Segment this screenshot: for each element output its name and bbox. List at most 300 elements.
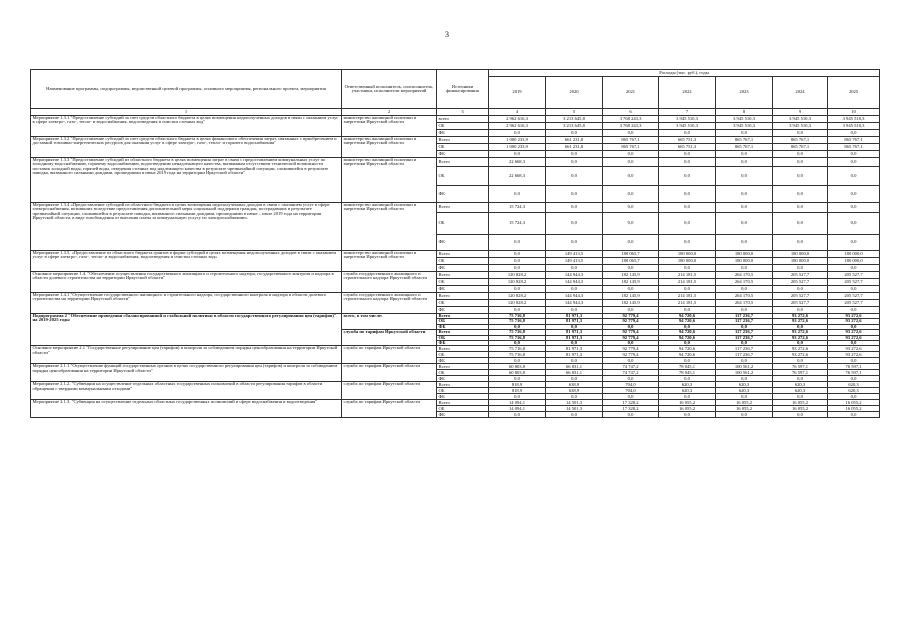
expense-value: 0,0: [773, 394, 828, 400]
expense-value: 14 094,1: [489, 400, 546, 406]
expense-value: 0,0: [489, 412, 546, 418]
funding-source: Всего: [437, 272, 489, 279]
expense-value: 180 000,0: [828, 258, 880, 265]
expense-value: 0,0: [659, 376, 716, 382]
expense-value: 0,0: [659, 235, 716, 251]
expense-value: 205 527,7: [828, 272, 880, 279]
funding-source: ОБ: [437, 300, 489, 307]
expense-value: 0,0: [659, 358, 716, 364]
expense-value: 0,0: [716, 324, 773, 329]
expense-value: 75 716,8: [489, 352, 546, 358]
expense-value: 0,0: [716, 286, 773, 293]
expense-value: 0,0: [603, 203, 659, 213]
expense-value: 0,0: [603, 235, 659, 251]
expense-value: 3 213 645,8: [546, 116, 603, 123]
expense-value: 92 779,4: [603, 330, 659, 335]
expense-value: 0,0: [603, 394, 659, 400]
expense-value: 22 668,3: [489, 158, 546, 167]
expense-value: 76 597,1: [828, 370, 880, 376]
expense-value: 620,3: [716, 388, 773, 394]
header-expenses: Расходы (тыс. руб.), годы: [489, 70, 880, 77]
expense-value: 149 413,5: [546, 251, 603, 258]
expense-value: 0,0: [489, 324, 546, 329]
expense-value: 0,0: [603, 376, 659, 382]
expense-value: 0,0: [489, 286, 546, 293]
expense-value: 75 716,8: [489, 314, 546, 319]
expense-value: 81 971,3: [546, 314, 603, 319]
expense-value: 0,0: [773, 213, 828, 235]
funding-source: Всего: [437, 330, 489, 335]
responsible-executor: служба по тарифам Иркутской области: [342, 330, 437, 346]
expense-value: 94 720,6: [659, 330, 716, 335]
expense-value: 0,0: [716, 203, 773, 213]
expense-value: 0,0: [828, 376, 880, 382]
subprogram-name: Подпрограмма 2 "Обеспечение проведения сбалансированной и стабильной политики в области государственного регулирования цен (тарифов)" на 2019-2025 годы: [31, 314, 342, 346]
table-row: [31, 203, 880, 213]
expense-value: 0,0: [716, 213, 773, 235]
funding-source: ФБ: [437, 341, 489, 346]
expense-value: 74 747,2: [603, 364, 659, 370]
expense-value: 1 000 233,9: [489, 144, 546, 151]
expense-value: 92 779,4: [603, 314, 659, 319]
funding-source: ФБ: [437, 235, 489, 251]
expense-value: 865 767,1: [773, 137, 828, 144]
expense-value: 180 000,0: [716, 251, 773, 258]
expense-value: 76 597,1: [773, 370, 828, 376]
expense-value: 3 945 510,3: [828, 123, 880, 130]
funding-source: ФБ: [437, 412, 489, 418]
expense-value: 0,0: [659, 167, 716, 186]
expense-value: 0,0: [659, 286, 716, 293]
column-number: 4: [489, 109, 546, 116]
expense-value: 620,3: [716, 382, 773, 388]
expense-value: 0,0: [603, 358, 659, 364]
expense-value: 205 527,7: [828, 293, 880, 300]
funding-source: Всего: [437, 158, 489, 167]
expense-value: 120 828,2: [489, 293, 546, 300]
expense-value: 0,0: [659, 151, 716, 158]
expense-value: 78 045,1: [659, 364, 716, 370]
expense-value: 3 945 510,3: [716, 116, 773, 123]
expense-value: 0,0: [773, 341, 828, 346]
expense-value: 264 170,5: [716, 300, 773, 307]
expense-value: 60 803,8: [489, 370, 546, 376]
expense-value: 0,0: [773, 158, 828, 167]
expense-value: 205 527,7: [773, 293, 828, 300]
funding-source: Всего: [437, 364, 489, 370]
expense-value: 93 272,6: [828, 314, 880, 319]
expense-value: 0,0: [773, 286, 828, 293]
expense-value: 0,0: [489, 235, 546, 251]
expense-value: 865 767,1: [828, 144, 880, 151]
expense-value: 0,0: [659, 213, 716, 235]
expense-value: 205 527,7: [773, 272, 828, 279]
expense-value: 92 779,4: [603, 346, 659, 352]
expense-value: 94 720,6: [659, 346, 716, 352]
expense-value: 16 055,2: [716, 406, 773, 412]
expense-value: 92 779,4: [603, 319, 659, 324]
expense-value: 661 231,8: [546, 144, 603, 151]
expense-value: 3 945 510,3: [828, 116, 880, 123]
expense-value: 180 065,7: [603, 251, 659, 258]
expense-value: 0,0: [773, 235, 828, 251]
expense-value: 0,0: [716, 376, 773, 382]
expense-value: 214 181,5: [659, 293, 716, 300]
funding-source: ОБ: [437, 335, 489, 340]
expense-value: 3 945 510,3: [659, 123, 716, 130]
expense-value: 0,0: [828, 324, 880, 329]
expense-value: 94 720,6: [659, 352, 716, 358]
funding-source: Всего: [437, 314, 489, 319]
funding-source: ОБ: [437, 352, 489, 358]
expense-value: 264 170,5: [716, 293, 773, 300]
expense-value: 22 668,3: [489, 167, 546, 186]
funding-source: Всего: [437, 251, 489, 258]
column-number: 10: [828, 109, 880, 116]
funding-source: Всего: [437, 293, 489, 300]
expense-value: 0,0: [546, 186, 603, 203]
expense-value: 0,0: [828, 130, 880, 137]
program-item-name: Мероприятие 1.3.1 "Предоставление субсидий за счет средств областного бюджета в целях возмещения недополученных доходов в связи с оказанием услуг в сфере электро-, газо-, тепло- и водоснабжения, водоотведения и очистки сточных вод": [31, 116, 342, 137]
expense-value: 81 971,3: [546, 319, 603, 324]
expense-value: 3 945 510,3: [773, 116, 828, 123]
expense-value: 180 000,0: [716, 258, 773, 265]
expense-value: 0,0: [603, 186, 659, 203]
program-item-name: Мероприятие 1.3.2 "Предоставление субсидий за счет средств областного бюджета в целях финансового обеспечения затрат, связанных с приобретением и доставкой топливно-энергетических ресурсов для оказания услуг в сфере электро-, газо-, тепло- и горячего водоснабжения": [31, 137, 342, 158]
expense-value: 0,0: [828, 265, 880, 272]
expense-value: 0,0: [659, 412, 716, 418]
expense-value: 75 716,8: [489, 346, 546, 352]
responsible-executor: служба по тарифам Иркутской области: [342, 364, 437, 382]
expense-value: 0,0: [489, 376, 546, 382]
expense-value: 144 944,3: [546, 279, 603, 286]
program-item-name: Основное мероприятие 1.4. "Обеспечение осуществления государственного жилищного и строительного надзора, государственного контроля и надзора в области долевого строительства на территории Иркутской области": [31, 272, 342, 293]
program-item-name: Мероприятие 1.4.1 "Осуществление государственного жилищного и строительного надзора, государственного контроля и надзора в области долевого строительства на территории Иркутской области": [31, 293, 342, 314]
expense-value: 0,0: [603, 158, 659, 167]
expense-value: 17 328,2: [603, 400, 659, 406]
header-year: 2020: [546, 77, 603, 109]
expense-value: 0,0: [828, 158, 880, 167]
expense-value: 0,0: [773, 151, 828, 158]
expense-value: 0,0: [716, 158, 773, 167]
expense-value: 0,0: [546, 376, 603, 382]
funding-source: Всего: [437, 382, 489, 388]
expense-value: 214 181,5: [659, 300, 716, 307]
expense-value: 0,0: [603, 130, 659, 137]
expense-value: 0,0: [603, 412, 659, 418]
expense-value: 0,0: [828, 286, 880, 293]
expense-value: 81 971,3: [546, 346, 603, 352]
program-item-name: Мероприятие 2.1.3. "Субвенция на осуществление отдельных областных государственных полномочий в сфере водоснабжения и водоотведения": [31, 400, 342, 418]
expense-value: 0,0: [716, 307, 773, 314]
expense-value: 704,0: [603, 382, 659, 388]
column-number: 7: [659, 109, 716, 116]
expense-value: 0,0: [659, 158, 716, 167]
expense-value: 0,0: [659, 186, 716, 203]
expense-value: 214 181,5: [659, 272, 716, 279]
expense-value: 0,0: [716, 130, 773, 137]
expense-value: 120 828,2: [489, 300, 546, 307]
expense-value: 0,0: [546, 324, 603, 329]
expense-value: 0,0: [546, 358, 603, 364]
program-item-name: Мероприятие 2.1.1."Осуществление функций государственных органов в целях государственного регулирования цен (тарифов) и контроля за соблюдением порядка ценообразования на территории Иркутской области": [31, 364, 342, 382]
expense-value: 818,9: [489, 382, 546, 388]
funding-source: ОБ: [437, 319, 489, 324]
expense-value: 76 597,1: [828, 364, 880, 370]
column-number: 3: [437, 109, 489, 116]
expense-value: 16 055,2: [659, 400, 716, 406]
expense-value: 0,0: [489, 251, 546, 258]
expense-value: 3 945 510,3: [659, 116, 716, 123]
responsible-executor: министерство жилищной политики и энергетики Иркутской области: [342, 251, 437, 272]
expense-value: 75 716,8: [489, 330, 546, 335]
funding-source: ОБ: [437, 388, 489, 394]
header-year: 2022: [659, 77, 716, 109]
expense-value: 2 962 616,3: [489, 116, 546, 123]
funding-source: ОБ: [437, 279, 489, 286]
expense-value: 0,0: [546, 286, 603, 293]
expense-value: 81 971,3: [546, 352, 603, 358]
expense-value: 14 501,3: [546, 406, 603, 412]
expense-value: 100 561,2: [716, 364, 773, 370]
expense-value: 0,0: [773, 130, 828, 137]
expense-value: 14 094,1: [489, 406, 546, 412]
expense-value: 0,0: [773, 186, 828, 203]
expense-value: 94 720,6: [659, 319, 716, 324]
expense-value: 81 971,3: [546, 335, 603, 340]
expense-value: 0,0: [773, 265, 828, 272]
expense-value: 0,0: [828, 167, 880, 186]
expense-value: 620,3: [828, 388, 880, 394]
program-item-name: Мероприятие 1.3.3 "Предоставление субсидий из областного бюджета в целях возмещения затрат в связи с предоставлением коммунальных услуг по холодному водоснабжению, горячему водоснабжению, водоотведению ненадлежащего качества, вызванным отсутствием технической возможности поставок холодной воды, горячей воды, отведения сточных вод надлежащего качества в результате чрезвычайной ситуации, сложившейся в результате паводка, вызванного сильными дождями, прошедшими в июне 2019 года на территории Иркутской области": [31, 158, 342, 203]
responsible-executor: всего, в том числе:: [342, 314, 437, 330]
expense-value: 818,9: [489, 388, 546, 394]
expense-value: 16 055,2: [828, 406, 880, 412]
expense-value: 180 000,0: [659, 251, 716, 258]
table-row: [31, 137, 880, 144]
expense-value: 180 000,0: [773, 251, 828, 258]
expense-value: 0,0: [716, 358, 773, 364]
expense-value: 0,0: [546, 307, 603, 314]
expense-value: 120 828,2: [489, 272, 546, 279]
expense-value: 0,0: [659, 307, 716, 314]
expense-value: 865 767,1: [773, 144, 828, 151]
expense-value: 0,0: [828, 203, 880, 213]
expense-value: 144 944,3: [546, 272, 603, 279]
program-item-name: Основное мероприятие 2.1 "Государственное регулирование цен (тарифов) и контроля за соблюдением порядка ценообразования на территории Иркутской области": [31, 346, 342, 364]
funding-source: ФБ: [437, 324, 489, 329]
funding-source: Всего: [437, 346, 489, 352]
funding-source: Всего: [437, 400, 489, 406]
header-year: 2025: [828, 77, 880, 109]
expense-value: 75 716,8: [489, 335, 546, 340]
expense-value: 78 045,1: [659, 370, 716, 376]
expense-value: 665 751,3: [659, 137, 716, 144]
funding-source: ФБ: [437, 358, 489, 364]
expense-value: 264 170,5: [716, 279, 773, 286]
expense-value: 60 803,8: [489, 364, 546, 370]
funding-source: ФБ: [437, 151, 489, 158]
table-row: [31, 293, 880, 300]
expense-value: 16 055,2: [716, 400, 773, 406]
header-executor: Ответственный исполнитель, соисполнитель, участники, исполнители мероприятий: [342, 70, 437, 109]
expense-value: 0,0: [716, 151, 773, 158]
expense-value: 0,0: [716, 412, 773, 418]
expense-value: 0,0: [603, 167, 659, 186]
expense-value: 15 724,3: [489, 213, 546, 235]
expense-value: 16 055,2: [828, 400, 880, 406]
header-source: Источники финансирования: [437, 70, 489, 109]
expense-value: 865 767,1: [603, 144, 659, 151]
expense-value: 3 213 645,8: [546, 123, 603, 130]
expense-value: 0,0: [828, 186, 880, 203]
expense-value: 620,3: [659, 388, 716, 394]
expense-value: 865 767,1: [603, 137, 659, 144]
expense-value: 93 272,6: [828, 319, 880, 324]
expense-value: 0,0: [716, 186, 773, 203]
expense-value: 180 000,0: [659, 258, 716, 265]
expense-value: 0,0: [659, 265, 716, 272]
expense-value: 0,0: [828, 394, 880, 400]
page-number: 3: [445, 30, 449, 39]
expense-value: 638,9: [546, 388, 603, 394]
header-year: 2024: [773, 77, 828, 109]
funding-source: ФБ: [437, 130, 489, 137]
responsible-executor: служба государственного жилищного и строительного надзора Иркутской области: [342, 293, 437, 314]
funding-source: ОБ: [437, 123, 489, 130]
expense-value: 0,0: [659, 203, 716, 213]
expense-value: 94 720,6: [659, 335, 716, 340]
expense-value: 0,0: [828, 213, 880, 235]
expense-value: 0,0: [546, 167, 603, 186]
expense-value: 264 170,5: [716, 272, 773, 279]
expense-value: 93 272,6: [773, 314, 828, 319]
expense-value: 704,0: [603, 388, 659, 394]
funding-source: ФБ: [437, 394, 489, 400]
expense-value: 117 236,7: [716, 330, 773, 335]
expense-value: 638,9: [546, 382, 603, 388]
funding-source: ФБ: [437, 307, 489, 314]
expense-value: 93 272,6: [773, 352, 828, 358]
column-number: 9: [773, 109, 828, 116]
expense-value: 117 236,7: [716, 352, 773, 358]
expense-value: 0,0: [489, 186, 546, 203]
expense-value: 0,0: [659, 324, 716, 329]
funding-source: всего: [437, 116, 489, 123]
expense-value: 117 236,7: [716, 346, 773, 352]
expense-value: 0,0: [546, 235, 603, 251]
expense-value: 620,3: [773, 382, 828, 388]
expense-value: 74 747,2: [603, 370, 659, 376]
header-year: 2021: [603, 77, 659, 109]
expense-value: 0,0: [546, 151, 603, 158]
responsible-executor: служба по тарифам Иркутской области: [342, 400, 437, 418]
expense-value: 93 272,6: [773, 330, 828, 335]
expense-value: 0,0: [773, 412, 828, 418]
expense-value: 180 000,0: [828, 251, 880, 258]
expense-value: 0,0: [659, 130, 716, 137]
funding-source: Всего: [437, 203, 489, 213]
table-row: [31, 158, 880, 167]
expense-value: 93 272,6: [773, 335, 828, 340]
expense-value: 75 716,8: [489, 319, 546, 324]
expense-value: 0,0: [773, 167, 828, 186]
expense-value: 0,0: [716, 341, 773, 346]
expense-value: 0,0: [546, 158, 603, 167]
expense-value: 205 527,7: [773, 279, 828, 286]
expense-value: 0,0: [828, 307, 880, 314]
expense-value: 0,0: [546, 203, 603, 213]
table-row: [31, 272, 880, 279]
expense-value: 0,0: [773, 376, 828, 382]
funding-source: ОБ: [437, 258, 489, 265]
expense-value: 93 272,6: [773, 319, 828, 324]
expense-value: 0,0: [716, 265, 773, 272]
expense-value: 0,0: [659, 394, 716, 400]
expense-value: 81 971,3: [546, 330, 603, 335]
expense-value: 93 272,6: [828, 346, 880, 352]
funding-source: ОБ: [437, 213, 489, 235]
expense-value: 0,0: [828, 412, 880, 418]
expense-value: 0,0: [716, 235, 773, 251]
expense-value: 17 328,2: [603, 406, 659, 412]
header-year: 2019: [489, 77, 546, 109]
expense-value: 0,0: [773, 358, 828, 364]
expense-value: 620,3: [828, 382, 880, 388]
expense-value: 0,0: [489, 307, 546, 314]
header-year: 2023: [716, 77, 773, 109]
expense-value: 66 831,1: [546, 364, 603, 370]
responsible-executor: служба государственного жилищного и строительного надзора Иркутской области: [342, 272, 437, 293]
table-row: [31, 251, 880, 258]
expense-value: 865 767,1: [716, 144, 773, 151]
expense-value: 0,0: [489, 258, 546, 265]
expense-value: 120 828,2: [489, 279, 546, 286]
expense-value: 92 779,4: [603, 352, 659, 358]
expense-value: 0,0: [546, 265, 603, 272]
expense-value: 0,0: [603, 341, 659, 346]
expense-value: 0,0: [546, 213, 603, 235]
column-number: 1: [31, 109, 342, 116]
expense-value: 865 767,1: [828, 137, 880, 144]
expense-value: 620,3: [773, 388, 828, 394]
funding-source: Всего: [437, 137, 489, 144]
expense-value: 15 724,3: [489, 203, 546, 213]
expense-value: 76 597,1: [773, 364, 828, 370]
funding-source: ФБ: [437, 186, 489, 203]
responsible-executor: министерство жилищной политики и энергетики Иркутской области: [342, 158, 437, 203]
expense-value: 180 065,7: [603, 258, 659, 265]
expense-value: 66 831,1: [546, 370, 603, 376]
expense-value: 214 181,5: [659, 279, 716, 286]
responsible-executor: министерство жилищной политики и энергетики Иркутской области: [342, 203, 437, 251]
expense-value: 0,0: [716, 394, 773, 400]
expense-value: 0,0: [546, 394, 603, 400]
expense-value: 16 055,2: [659, 406, 716, 412]
expense-value: 182 145,9: [603, 272, 659, 279]
expense-value: 94 720,6: [659, 314, 716, 319]
expense-value: 0,0: [489, 265, 546, 272]
expenditure-table: [30, 69, 880, 418]
expense-value: 0,0: [546, 341, 603, 346]
expense-value: 0,0: [489, 394, 546, 400]
expense-value: 180 000,0: [773, 258, 828, 265]
expense-value: 149 413,5: [546, 258, 603, 265]
program-item-name: Мероприятие 1.3.4 «Предоставление субсидий из областного бюджета в целях возмещения недополученных доходов в связи с оказанием услуг в сфере электроснабжения, возникших вследствие предоставления дополнительной меры социальной поддержки граждан, пострадавших в результате чрезвычайной ситуации, сложившейся в результате паводка, вызванного сильными дождями, прошедшими в июне – июле 2019 года на территории Иркутской области, в виде освобождения от внесения платы за коммунальную услугу по электроснабжению»: [31, 203, 342, 251]
program-item-name: Мероприятие 2.1.2. "Субвенции на осуществление отдельных областных государственных полномочий в области регулирования тарифов в области обращения с твердыми коммунальными отходами": [31, 382, 342, 400]
funding-source: ФБ: [437, 286, 489, 293]
expense-value: 620,3: [659, 382, 716, 388]
